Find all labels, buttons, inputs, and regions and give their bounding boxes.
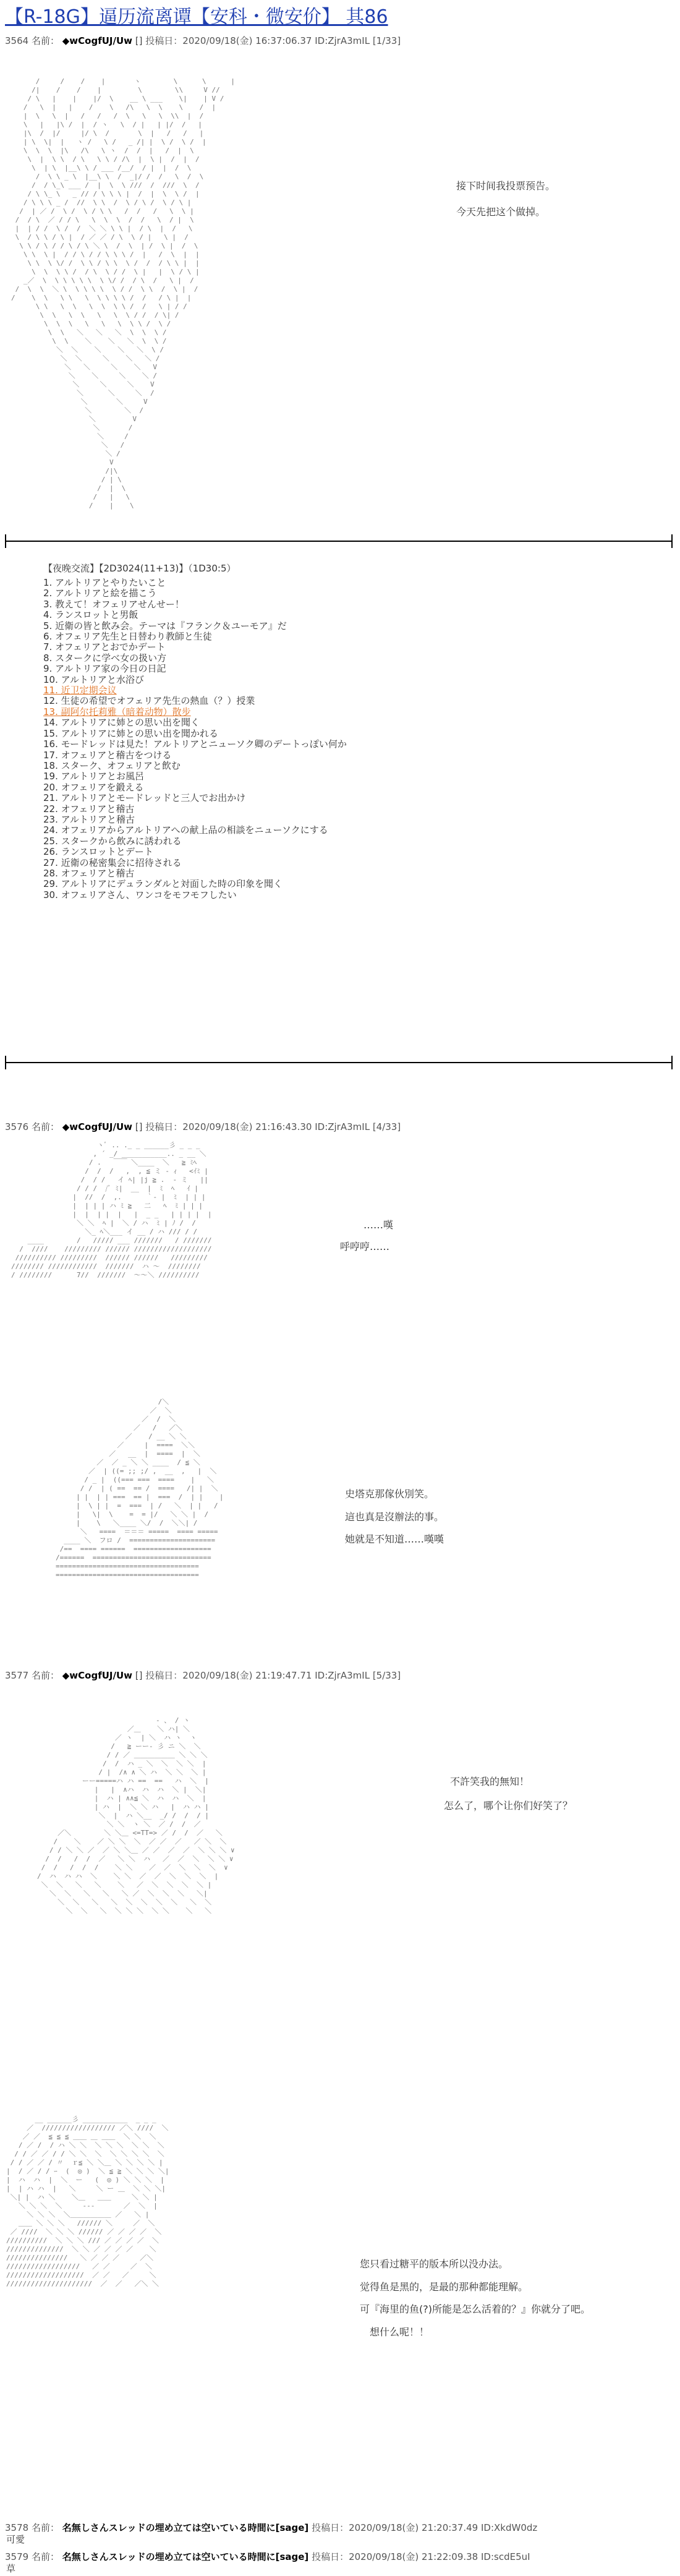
post-number: 3577 bbox=[5, 1670, 29, 1681]
vote-item: 28. オフェリアと稽古 bbox=[43, 867, 135, 879]
post-body: 草 bbox=[6, 2563, 16, 2574]
ascii-art: ‐ 、 / ヽ ／＿ ＼ ハ| ＼ ／ ヽ | ＼ ハ ヽ ヽ / ≧ ーー‐ 彡 ニ ＼ ＼ / / ／ ＿＿＿＿＿＿ ＼ ＼ ＼ / / ハ _ ＼ ＼ ＼ ＼ | / | /∧ ∧ ＼ ハ ＼ ＼ ＼ | ーー=====ハ ハ == == ハ ＼ | | | ∧ハ ハ ハ ＼ | ＼| | ハ | ∧∧≦ ＼ ハ ハ ＼ | | ハ | ＼ ＼ ハ | ハ ハ | ＼ | ハ ＼__ _/ / / / | ＼ ＼ ヽ ＼ ／ / / ／ ／＼ ＼ ＼＿ <=TT=> ／ / / ／ ＼ / ＼ ／ ＼ ＼ ＼ ／ ／ ／ ／ ＼ ＼ / / ＼ ＼ ／ ／ ＼ ＼＿ ／ ／ ／ ／ ＼ ＼ ＼ ∨ / / / / ／ ＼ ＼ ハ ／ ／ ＼ ＼ ＼ ∨ / / / / / ＼ ＼ ／ ／ ＼ ＼ ＼ ∨ / ハ ハ ハ ＼ ＼ ＼ ／ ／ ＼ ＼ ＼ | ＼ ＼ ＼ ＼ ＼ ／ ＼ ＼ ＼ ＼ | ＼ ＼ ＼ ＼ ＼ ／ ＼ ＼ ＼ ＼| ＼ ＼ ＼ ＼ ＼ ＼ ＼ ＼ ＼ ＼ ＼ ＼ ＼ ＼ ＼ ＼ ＼ ＼ ＼ ＼ bbox=[37, 1716, 235, 1915]
vote-item: 7. オフェリアとおでかデート bbox=[43, 641, 166, 653]
vote-item: 10. アルトリアと水浴び bbox=[43, 674, 145, 685]
divider-cap bbox=[671, 1056, 673, 1069]
post-line: 觉得鱼是黑的，是最的那种都能理解。 bbox=[360, 2281, 529, 2293]
name-label: 名前： bbox=[31, 1670, 59, 1681]
post-line: 這也真是沒辦法的事。 bbox=[345, 1511, 444, 1523]
vote-item-highlighted: 11. 近卫定期会议 bbox=[43, 685, 117, 696]
post-number: 3579 bbox=[5, 2551, 29, 2562]
vote-item: 24. オフェリアからアルトリアへの献上品の相談をニューソクにする bbox=[43, 824, 328, 836]
vote-item-highlighted: 13. 副阿尔托莉雅（暗着动物）散步 bbox=[43, 706, 191, 717]
vote-item: 9. アルトリア家の今日の日記 bbox=[43, 663, 166, 675]
vote-item: 22. オフェリアと稽古 bbox=[43, 803, 135, 815]
vote-item: 19. アルトリアとお風呂 bbox=[43, 771, 145, 782]
post-meta: 投稿日：2020/09/18(金) 21:19:47.71 ID:ZjrA3mIL [5/33] bbox=[145, 1670, 401, 1681]
vote-item: 30. オフェリアさん、ワンコをモフモフしたい bbox=[43, 889, 237, 901]
thread-title[interactable]: 【R-18G】逼历流离谭【安科・微安价】 其86 bbox=[5, 6, 388, 28]
section-divider bbox=[5, 1062, 673, 1063]
vote-item: 26. ランスロットとデート bbox=[43, 846, 153, 858]
section-divider bbox=[5, 541, 673, 542]
poster-mark: [] bbox=[135, 1121, 143, 1132]
vote-item: 3. 教えて！オフェリアせんせー！ bbox=[43, 598, 184, 610]
post-header bbox=[5, 1669, 401, 1682]
post-line: 怎么了，哪个让你们好笑了？ bbox=[444, 1800, 573, 1812]
post-line: 接下时间我投票预告。 bbox=[456, 180, 556, 192]
vote-item: 5. 近衛の皆と飲み会。テーマは『フランク＆ユーモア』だ bbox=[43, 620, 287, 631]
post-line: 呼哼哼…… bbox=[340, 1241, 390, 1252]
vote-item: 27. 近衛の秘密集会に招待される bbox=[43, 857, 182, 868]
post-meta: 投稿日：2020/09/18(金) 21:22:09.38 ID:scdE5uI bbox=[312, 2551, 530, 2562]
vote-item: 25. スタークから飲みに誘われる bbox=[43, 835, 182, 847]
post-line: 史塔克那傢伙別笑。 bbox=[345, 1488, 435, 1500]
post-header bbox=[5, 1120, 401, 1133]
vote-list bbox=[43, 578, 347, 901]
poster-name[interactable]: ◆wCogfUJ/Uw bbox=[62, 35, 133, 46]
divider-cap bbox=[671, 534, 673, 548]
vote-item: 6. オフェリア先生と日替わり教師と生徒 bbox=[43, 631, 212, 643]
post-number: 3564 bbox=[5, 35, 29, 46]
post-meta: 投稿日：2020/09/18(金) 21:20:37.49 ID:XkdW0dz bbox=[312, 2522, 538, 2533]
vote-item: 12. 生徒の希望でオフェリア先生の熱血（？）授業 bbox=[43, 695, 255, 707]
vote-item: 21. アルトリアとモードレッドと三人でお出かけ bbox=[43, 792, 246, 804]
post-number: 3576 bbox=[5, 1121, 29, 1132]
poster-mark: [] bbox=[135, 1670, 143, 1681]
post-number: 3578 bbox=[5, 2522, 29, 2533]
poster-mark: [] bbox=[135, 35, 143, 46]
vote-item: 23. アルトリアと稽古 bbox=[43, 813, 135, 825]
post-meta: 投稿日：2020/09/18(金) 21:16:43.30 ID:ZjrA3mIL [4/33] bbox=[145, 1121, 401, 1132]
vote-item: 14. アルトリアに姉との思い出を聞く bbox=[43, 717, 200, 729]
ascii-art: / / / | ヽ \ \ | /| / / | \ \\ V // / \ | | |/ \ __ \ ___ \| | V / / \ | | / \ /\ \ \ \ / | | \ \ | / / / \ \ \ \\ | / \ | |\ / | / ヽ \ / | | |/ / | |\ / |/ |/ \ / \ | / / | | \ \| | ヽ / \ / _ /| | \ / \ / | \ \ \ |\ /\ \ ヽ / / | / | \ \ | \ \ / \ \ \ / /\ | \ | / | / \ | \ |__\ \ / ___ /__/ / | | / \ / \ \ _ \ |__\ \ / _|/ / / \ / \ / / \_\ ___ / | \ \ /// / /// \ / / \ \_ \ _ // / \ \ \ | / | \ \ / | / \ \ \ _ / // \ \ / \ / \ / \ / \ | / | ／ / \ / \ / \ \ / / / \ \ | / / \ ／ / / \ \ \ \ / / \ / | \ | | / / \ / / ＼ ＼ \ \ | / \ | / \ \ / \ \ / \ | / ／ ／ / \ \ / | \ | / \ \ / \ / / \ / \ ＼ \ / \ | / \ | / \ \ \ \ | / / \ / / \ \ \ / | / \ | | \ \ \ \/ / \ \ / \ \ \ / / / \ \ | | \ \ \ \ / / \ \ / / \ | | \ / \ | _／ \ \ \ \ \ \ \ \/ / / \ / \ | / / \ \ ＼ \ \ \ \ \ \ / / \ \ / \ | / / \ \ \ \ \ \ \ \ \ / / / \ | | \ \ \ \ \ \ \ \ / / \ | / / \ \ \ \ \ \ \ / / / \| / \ \ \ \ \ \ \ \ / \ / \ \ ＼ ＼ ＼ \ \ \ / \ \ ＼ ＼ ＼ \ \ / ＼ ＼ ＼ ＼ ＼ \ / ＼ ＼ ＼ ＼ ＼ / ＼ ＼ ＼ ＼ V ＼ ＼ ＼ ＼ / ＼ ＼ ＼ V ＼ ＼ ＼ / ＼ ＼ V ＼ ＼ / ＼ V ＼ / ＼ / ＼ / ＼ / V /|\ / | \ / | \ / | \ / | \ bbox=[11, 77, 235, 510]
post-header bbox=[5, 34, 401, 47]
vote-item: 1. アルトリアとやりたいこと bbox=[43, 577, 166, 588]
post-line: 想什么呢！！ bbox=[370, 2326, 430, 2338]
post-header bbox=[5, 2521, 537, 2534]
name-label: 名前： bbox=[31, 2522, 59, 2533]
vote-item: 2. アルトリアと絵を描こう bbox=[43, 588, 157, 599]
post-line: 今天先把这个做掉。 bbox=[456, 206, 546, 218]
poster-name: 名無しさんスレッドの埋め立ては空いている時間に[sage] bbox=[62, 2522, 309, 2533]
ascii-art: ヽﾞ .. ._ _ ______彡 _ _ _ , ´ _/ ___________.. _ __ ＼ / . ￣￣ ＼____ ＼ ≧ ﾐﾍ / / / , , ≦ ミ - ｨ <ｲﾐ | / / / イ ﾍ| |j ≧ . ‐ ミ || / / / /ﾞ ﾐ| __ | ﾐ ﾍ ｲ | | // / ,. ｀‐ | ﾐ | | | | | | | ハ ﾐ ≧ 二 ﾍ ﾐ | | | | | | | | | _ _ | | | | | ＼ ＼ ﾍ | ＼ / ハ ﾐ | ﾉ / / ＼_ ﾍ＼___ イ __ / ハ /// / / ____ / ///// ___ /////// / /////// / //// ///////// ////// /////////////////// ////////// ///////// ////// ////// ///////// //////// //////////// /////// ハ ～ //////// / //////// 7// /////// ～～＼ ////////// bbox=[11, 1141, 212, 1279]
vote-item: 18. スターク、オフェリアと飲む bbox=[43, 760, 181, 771]
vote-item: 20. オフェリアを鍛える bbox=[43, 781, 144, 793]
ascii-art: __ ______彡 ___________ _ _ _ ／ ////////////////// ／＼ //// ＼ ／ ／ ≦ ≦ ≦ ＿＿ ＿ ＿＿ ＼ ＼ ＼ / ／ / / ハ ＼ ＼ ＼ ＼ ＼ ＼ ＼ ＼ / / ／ ／ / / ＼ ＼ ＼ ＼ ＼ ＼ ＼ ＼ / / ／ ／ / 〃 ｒ≦ ＼ ＼＿ ＼ ＼ ＼ ＼ | | / ／ / / ｰ ( ◎ ) ＼ ≦ ≧ ＼ ＼ ＼ ＼| | ハ ハ | ＼ ー ( ◎ ) ＼ ＼ ＼ | | | ハ ハ | ＼ ＼ ー ＿ ＼ ＼ ＼| ＼| | ハ ＼ ＼＿ ＿＿ ＼ ＼ | ＼ ＼ ＼ ＼ ‐-‐ ／ ＼ | ＼ ＼ ＼ ＼＿＿＿＿＿＿ ／ ＼ | ＿＿ ＼ ＼ ＼ ////// ＼ ／ ＼ ／ //// ＼ ＼ ＼ ////// ／ ／ ／ ／ ＼ ////////// ＼ ＼ ＼ /// ／ ／ ／ ／ ＼ ////////////// ＼ ＼ ／ ／ ／ ／ ＼ /////////////// ＼ ／ ／ ／ ／＼ ////////////////// ／ ／ ／ ＼ /////////////////// ／ ／ ／ ＼ ///////////////////// ／ ／ ／＼ ＼ bbox=[6, 2115, 169, 2288]
post-header bbox=[5, 2550, 530, 2563]
vote-item: 17. オフェリアと稽古をつける bbox=[43, 749, 172, 761]
vote-item: 8. スタークに学べ女の扱い方 bbox=[43, 652, 167, 664]
post-body: 可愛 bbox=[6, 2534, 25, 2545]
vote-heading: 【夜晚交流】【2D3024(11+13)】（1D30:5） bbox=[43, 563, 236, 574]
name-label: 名前： bbox=[31, 2551, 59, 2562]
poster-name: 名無しさんスレッドの埋め立ては空いている時間に[sage] bbox=[62, 2551, 309, 2562]
name-label: 名前： bbox=[31, 1121, 59, 1132]
vote-item: 16. モードレッドは見た！アルトリアとニューソク卿のデートっぽい何か bbox=[43, 738, 347, 750]
post-line: 她就是不知道……嘆嘆 bbox=[345, 1533, 444, 1545]
post-line: 您只看过糖平的版本所以没办法。 bbox=[360, 2258, 509, 2270]
poster-name[interactable]: ◆wCogfUJ/Uw bbox=[62, 1121, 133, 1132]
vote-item: 29. アルトリアにデュランダルと対面した時の印象を聞く bbox=[43, 878, 283, 890]
poster-name[interactable]: ◆wCogfUJ/Uw bbox=[62, 1670, 133, 1681]
ascii-art: /＼ ／ ＼ ／ / ＼ ／ / ／＼ ／ / __ ＼ ＼ ／ | ==== ＼＼ ／ __ | ==== | ＼ ／ ／ _ ＼ ＼ ____ / ≦ ＼ ／ | ((= ;; ;/ , __ , | ＼ / _ | ((=== === ==== | ＼ / / | ( == == / ==== /| | ＼ | | | | === == | === / | | | | \ | | = === | / ＼ | | / | \| \ = = |/ ＼ ＼ | / | \ ＼____ ＼/ / ＼＼| / ＼ ==== ＝＝＝ ===== ==== ===== ____ ＼ フロ / ===================== /== ==== ====== =================== /====== ============================= =================================== =================================== bbox=[56, 1398, 224, 1579]
name-label: 名前： bbox=[31, 35, 59, 46]
post-line: 不許笑我的無知！ bbox=[450, 1776, 530, 1787]
vote-item: 4. ランスロットと男飯 bbox=[43, 609, 138, 621]
post-line: ……嘆 bbox=[363, 1219, 394, 1231]
vote-item: 15. アルトリアに姉との思い出を聞かれる bbox=[43, 727, 219, 739]
post-meta: 投稿日：2020/09/18(金) 16:37:06.37 ID:ZjrA3mIL [1/33] bbox=[145, 35, 401, 46]
post-line: 可『海里的鱼(?)所能是怎么活着的？』你就分了吧。 bbox=[360, 2303, 590, 2315]
